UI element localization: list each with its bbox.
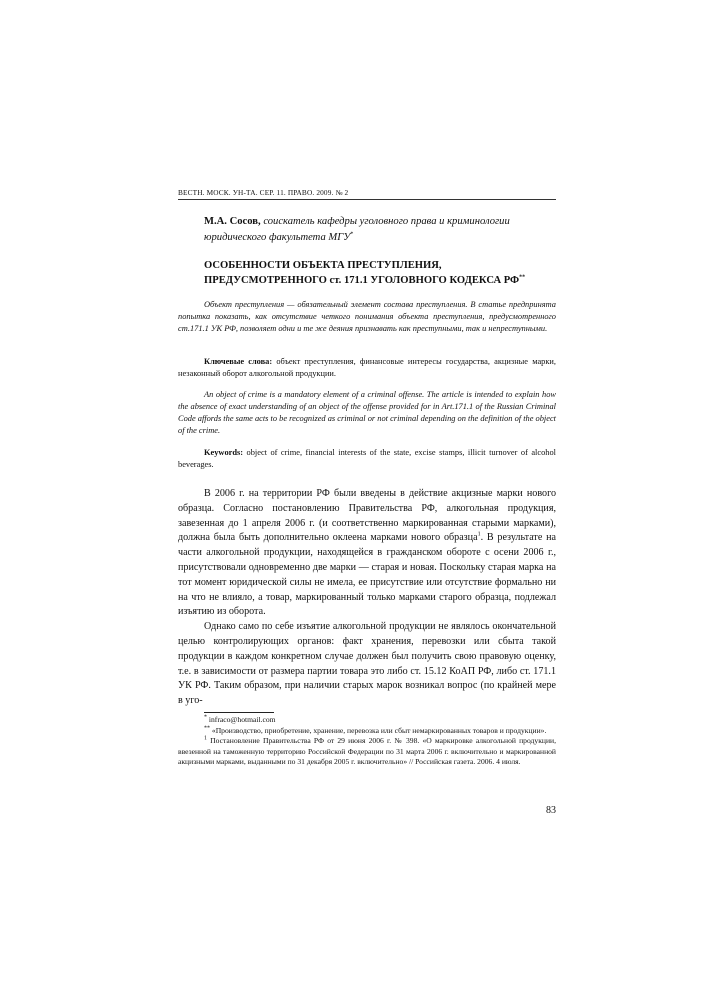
title-footnote-mark: ** <box>519 274 526 281</box>
keywords-en <box>178 447 556 471</box>
article-title <box>204 258 556 288</box>
footnote-text: Постановление Правительства РФ от 29 июня 2006 г. № 398. «О маркировке алкогольной продукции, ввезенной на таможенную территорию Российской Федерации по 31 марта 2006 г. включительно и маркированной акцизными марками, выданными по 31 декабря 2005 г. включительно» // Российская газета. 2006. 4 июля. <box>178 736 556 767</box>
running-head: ВЕСТН. МОСК. УН-ТА. СЕР. 11. ПРАВО. 2009. № 2 <box>178 188 556 200</box>
body-paragraph-2: Однако само по себе изъятие алкогольной продукции не являлось окончательной целью контролирующих органов: факт хранения, перевозки или сбыта такой продукции в каждом конкретном случае должен был получить свою правовую оценку, т.е. в зависимости от размера партии товара это либо ст. 15.12 КоАП РФ, либо ст. 171.1 УК РФ. Таким образом, при наличии старых марок возникал вопрос (по крайней мере в уго- <box>178 621 556 707</box>
footnote-divider <box>204 712 274 713</box>
author-name: М.А. Сосов, <box>204 216 261 227</box>
article-body <box>178 487 556 709</box>
journal-page <box>178 0 556 1003</box>
body-paragraph-1 <box>178 487 556 620</box>
footnote-text: «Производство, приобретение, хранение, перевозка или сбыт немаркированных товаров и продукции». <box>210 725 547 735</box>
keywords-en-text: object of crime, financial interests of the state, excise stamps, illicit turnover of alcohol beverages. <box>178 448 556 469</box>
footnote-mark: ** <box>204 725 210 732</box>
footnote-ref-1: 1 <box>477 532 481 539</box>
abstract-ru: Объект преступления — обязательный элемент состава преступления. В статье предпринята попытка показать, как отсутствие четкого понимания объекта преступления, предусмотренного ст.171.1 УК РФ, позволяет одни и те же деяния признавать как преступными, так и непреступными. <box>178 300 556 333</box>
footnote-email <box>178 715 556 726</box>
footnote-1 <box>178 736 556 768</box>
footnote-article-title <box>178 726 556 737</box>
author-affiliation: соискатель кафедры уголовного права и криминологии юридического факультета МГУ <box>204 216 510 243</box>
footnote-text: infraco@hotmail.com <box>207 715 276 724</box>
footnotes <box>178 715 556 768</box>
page-number: 83 <box>546 805 556 816</box>
keywords-ru-text: объект преступления, финансовые интересы государства, акцизные марки, незаконный оборот алкогольной продукции. <box>178 357 556 378</box>
keywords-ru-label: Ключевые слова: <box>204 357 273 366</box>
body-paragraph-1-a: В 2006 г. на территории РФ были введены в действие акцизные марки нового образца. Согласно постановлению Правительства РФ, алкогольная продукция, завезенная до 1 апреля 2006 г. (и соответственно маркированная старыми марками), должна была быть дополнительно оклеена марками нового образца <box>178 488 556 544</box>
keywords-ru <box>178 356 556 380</box>
keywords-en-label: Keywords: <box>204 448 244 457</box>
author-block <box>204 214 556 245</box>
abstract-en: An object of crime is a mandatory element of a criminal offense. The article is intended to explain how the absence of exact understanding of an object of the offense provided for in Art.171.1 of the Russian Criminal Code affords the same acts to be recognized as criminal or not criminal depending on the definition of the object of the crime. <box>178 390 556 435</box>
footnote-mark: 1 <box>204 735 207 742</box>
footnote-mark: * <box>204 714 207 721</box>
body-paragraph-1-b: . В результате на части алкогольной продукции, находящейся в гражданском обороте с осени 2006 г., присутствовали одновременно две марки — старая и новая. Поскольку старая марка на тот момент юридической силы не имела, ее присутствие или отсутствие формально ни на что не влияло, а товар, маркированный только марками старого образца, подлежал изъятию из оборота. <box>178 532 556 618</box>
author-footnote-mark: * <box>350 230 354 237</box>
article-title-text: ОСОБЕННОСТИ ОБЪЕКТА ПРЕСТУПЛЕНИЯ, ПРЕДУСМОТРЕННОГО ст. 171.1 УГОЛОВНОГО КОДЕКСА РФ <box>204 260 520 286</box>
